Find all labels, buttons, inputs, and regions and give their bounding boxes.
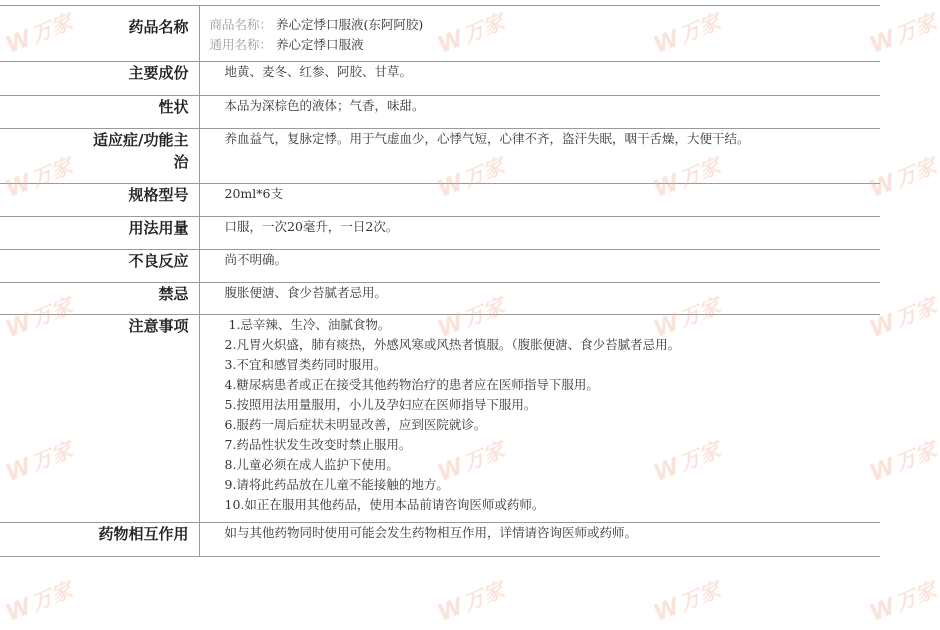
row-appearance (0, 96, 880, 129)
label-interactions: 药物相互作用 (0, 523, 199, 557)
appearance-value: 本品为深棕色的液体；气香，味甜。 (199, 96, 880, 129)
watermark-logo: W万家 (2, 293, 76, 343)
indications-value (199, 129, 880, 184)
label-adverse: 不良反应 (0, 250, 199, 283)
label-indications-line2: 治 (173, 153, 189, 171)
watermark-logo: W万家 (434, 437, 508, 487)
row-adverse (0, 250, 880, 283)
watermark-logo: W万家 (2, 437, 76, 487)
watermark-logo: W万家 (434, 9, 508, 59)
precaution-item: 3.不宜和感冒类药同时服用。 (224, 357, 387, 372)
precaution-item: 9.请将此药品放在儿童不能接触的地方。 (224, 477, 449, 492)
drug-info-sheet (0, 5, 880, 557)
watermark-logo: W万家 (650, 577, 724, 627)
label-contraindications: 禁忌 (0, 283, 199, 315)
precaution-item: 4.糖尿病患者或正在接受其他药物治疗的患者应在医师指导下服用。 (224, 377, 599, 392)
precaution-item: 5.按照用法用量服用，小儿及孕妇应在医师指导下服用。 (224, 397, 537, 412)
interactions-value: 如与其他药物同时使用可能会发生药物相互作用，详情请咨询医师或药师。 (199, 523, 880, 557)
label-indications (0, 129, 199, 184)
precaution-item: 7.药品性状发生改变时禁止服用。 (224, 437, 412, 452)
drug-info-table (0, 5, 880, 557)
trade-name-line (210, 15, 881, 35)
precaution-item: 10.如正在服用其他药品，使用本品前请咨询医师或药师。 (224, 497, 545, 512)
watermark-logo: W万家 (650, 9, 724, 59)
precaution-item: 6.服药一周后症状未明显改善，应到医院就诊。 (224, 417, 487, 432)
watermark-logo: W万家 (866, 577, 940, 627)
watermark-logo: W万家 (434, 293, 508, 343)
precautions-value (199, 315, 880, 523)
precaution-item: 2.凡胃火炽盛，肺有痰热，外感风寒或风热者慎服。（腹胀便溏、食少苔腻者忌用。 (224, 337, 681, 352)
watermark-logo: W万家 (650, 293, 724, 343)
watermark-logo: W万家 (866, 9, 940, 59)
precautions-list (225, 315, 881, 515)
label-precautions: 注意事项 (0, 315, 199, 523)
watermark-logo: W万家 (650, 153, 724, 203)
label-appearance: 性状 (0, 96, 199, 129)
adverse-value: 尚不明确。 (199, 250, 880, 283)
generic-name-label: 通用名称： (209, 37, 273, 52)
trade-name-label: 商品名称： (209, 17, 273, 32)
indications-text: 养血益气，复脉定悸。用于气虚血少，心悸气短，心律不齐，盗汗失眠，咽干舌燥，大便干结。 (224, 131, 750, 146)
drug-name-cell (199, 6, 880, 62)
label-ingredients: 主要成份 (0, 62, 199, 96)
label-spec: 规格型号 (0, 184, 199, 217)
contraindications-value: 腹胀便溏、食少苔腻者忌用。 (199, 283, 880, 315)
watermark-logo: W万家 (866, 293, 940, 343)
label-indications-line1: 适应症/功能主 (93, 131, 189, 149)
watermark-logo: W万家 (434, 577, 508, 627)
watermark-logo: W万家 (2, 153, 76, 203)
watermark-logo: W万家 (434, 153, 508, 203)
row-interactions (0, 523, 880, 557)
watermark-logo: W万家 (650, 437, 724, 487)
watermark-logo: W万家 (866, 153, 940, 203)
watermark-logo: W万家 (866, 437, 940, 487)
watermark-logo: W万家 (2, 577, 76, 627)
row-ingredients (0, 62, 880, 96)
row-precautions (0, 315, 880, 523)
row-spec (0, 184, 880, 217)
label-dosage: 用法用量 (0, 217, 199, 250)
ingredients-value: 地黄、麦冬、红参、阿胶、甘草。 (199, 62, 880, 96)
generic-name-value: 养心定悸口服液 (276, 37, 364, 52)
row-dosage (0, 217, 880, 250)
trade-name-value: 养心定悸口服液(东阿阿胶) (276, 17, 424, 32)
spec-value: 20ml*6支 (199, 184, 880, 217)
precaution-item: 1.忌辛辣、生冷、油腻食物。 (228, 317, 391, 332)
label-drug-name: 药品名称 (0, 6, 199, 62)
watermark-logo: W万家 (2, 9, 76, 59)
dosage-value: 口服，一次20毫升，一日2次。 (199, 217, 880, 250)
generic-name-line (210, 35, 881, 55)
row-indications (0, 129, 880, 184)
row-drug-name (0, 6, 880, 62)
row-contraindications (0, 283, 880, 315)
precaution-item: 8.儿童必须在成人监护下使用。 (224, 457, 399, 472)
